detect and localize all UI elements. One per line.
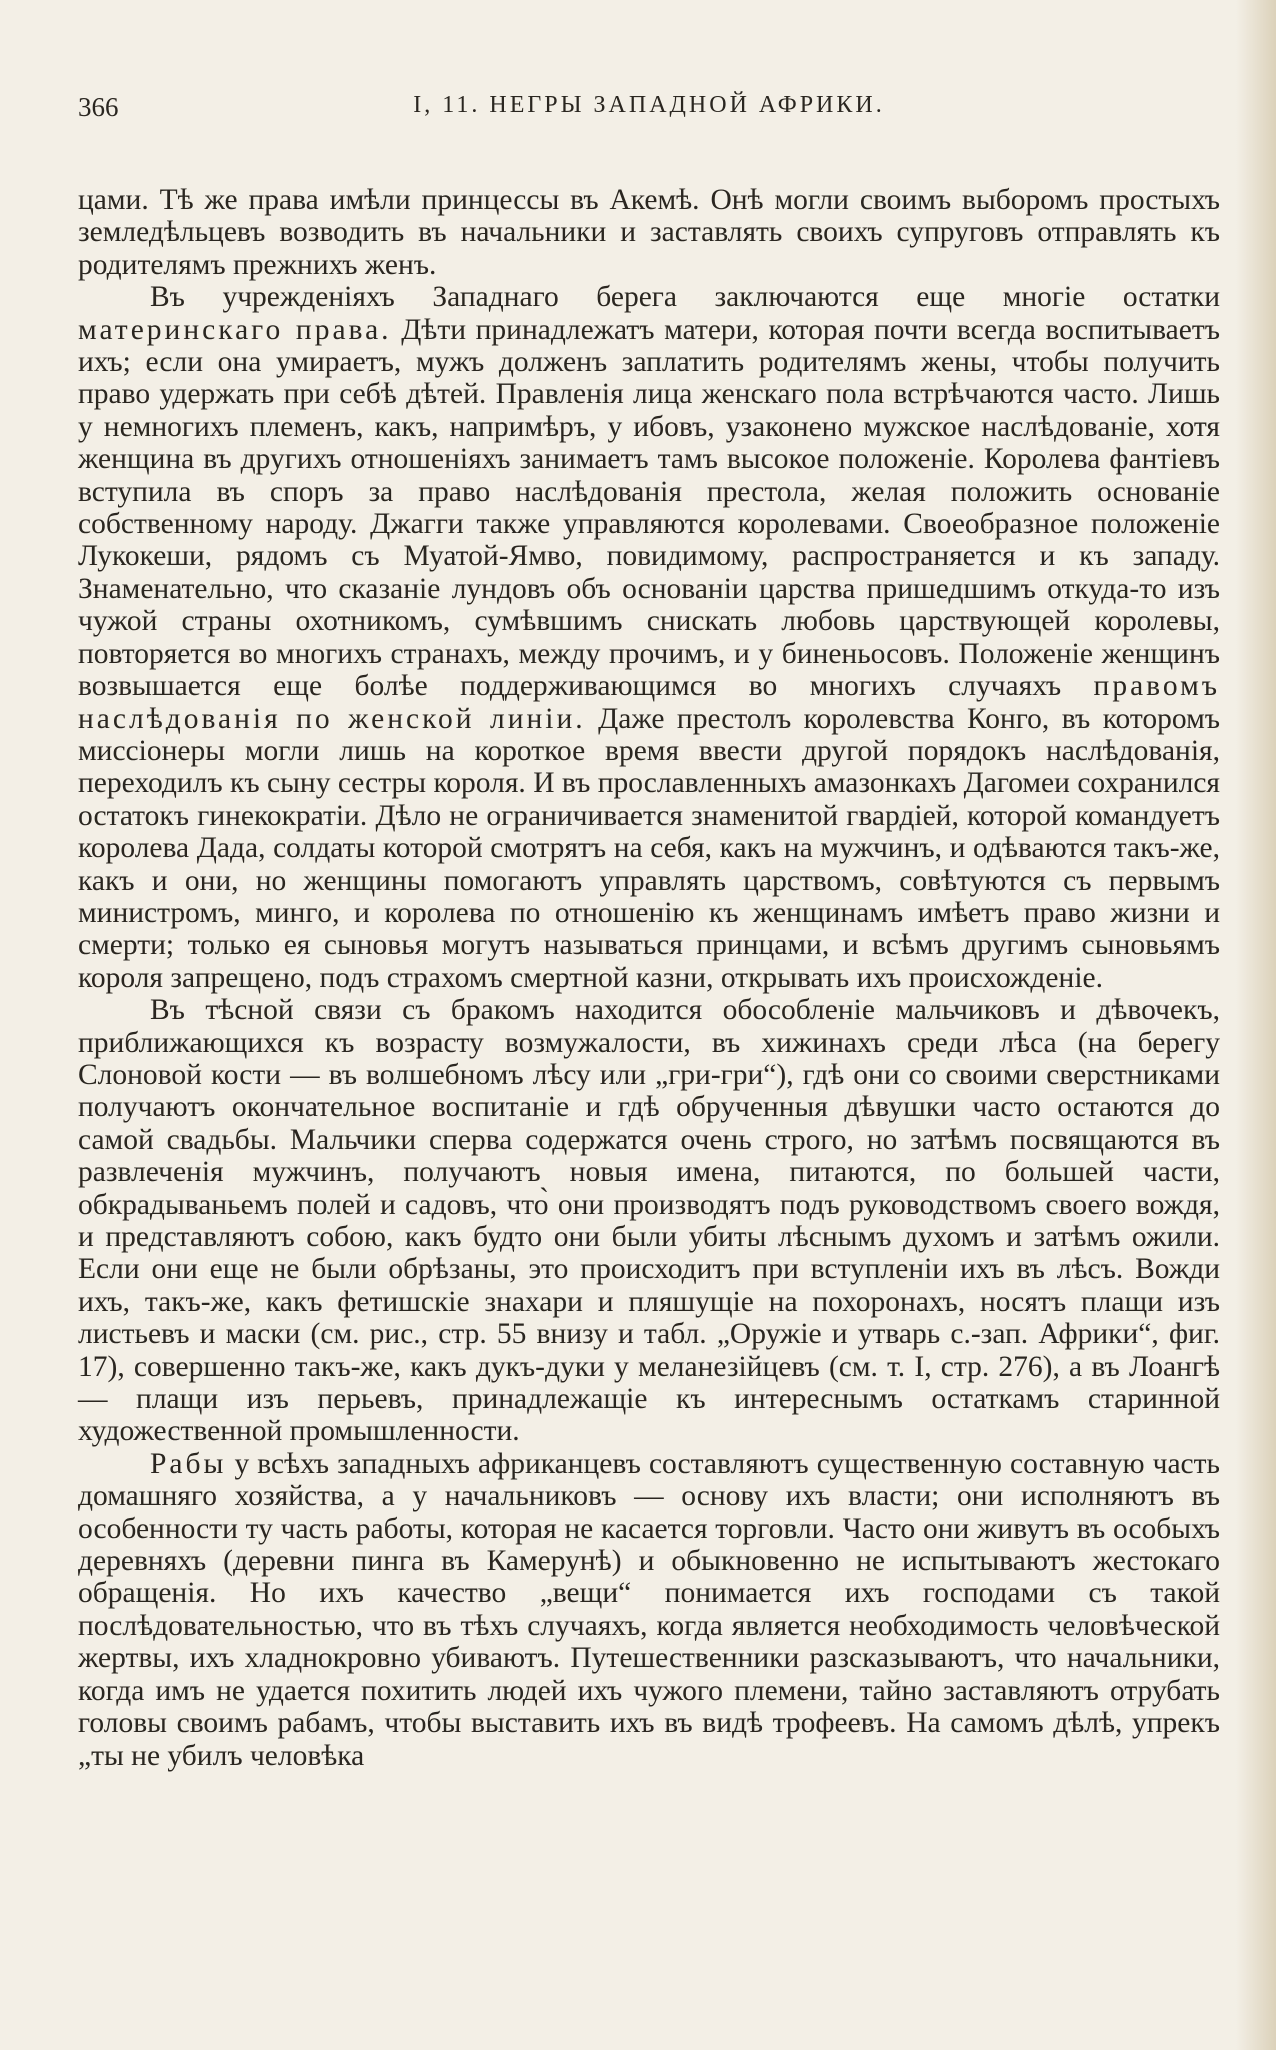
paragraph-text: цами. Тѣ же права имѣли принцессы въ Акемѣ. Онѣ могли своимъ выборомъ простыхъ земледѣльцевъ возводить въ начальники и заставлять своихъ супруговъ отправлять къ родителямъ прежнихъ женъ. — [78, 184, 1220, 281]
paragraph-4 — [78, 1448, 1220, 1772]
running-head — [78, 84, 1220, 136]
page-number: 366 — [78, 92, 119, 122]
paragraph-text: у всѣхъ западныхъ африканцевъ составляютъ существенную составную часть домашняго хозяйства, а у начальниковъ — основу ихъ власти; они исполняютъ въ особенности ту часть работы, которая не касается торговли. Часто они живутъ въ особыхъ деревняхъ (деревни пинга въ Камерунѣ) и обыкновенно не испытываютъ жестокаго обращенія. Но ихъ качество „вещи“ понимается ихъ господами съ такой послѣдовательностью, что въ тѣхъ случаяхъ, когда является необходимость человѣческой жертвы, ихъ хладнокровно убиваютъ. Путешественники разсказываютъ, что начальники, когда имъ не удается похитить людей ихъ чужого племени, тайно заставляютъ отрубать головы своимъ рабамъ, чтобы выставить ихъ въ видѣ трофеевъ. На самомъ дѣлѣ, упрекъ „ты не убилъ человѣка — [78, 1447, 1220, 1772]
paragraph-text: Даже престолъ королевства Конго, въ которомъ миссіонеры могли лишь на короткое время ввести другой порядокъ наслѣдованія, переходилъ къ сыну сестры короля. И въ прославленныхъ амазонкахъ Дагомеи сохранился остатокъ гинекократіи. Дѣло не ограничивается знаменитой гвардіей, которой командуетъ королева Дада, солдаты которой смотрятъ на себя, какъ на мужчинъ, и одѣваются такъ-же, какъ и они, но женщины помогаютъ управлять царствомъ, совѣтуются съ первымъ министромъ, мингo, и королева по отношенію къ женщинамъ имѣетъ право жизни и смерти; только ея сыновья могутъ называться принцами, и всѣмъ другимъ сыновьямъ короля запрещено, подъ страхомъ смертной казни, открывать ихъ происхожденіе. — [78, 702, 1221, 994]
paragraph-text: Въ тѣсной связи съ бракомъ находится обособленіе мальчиковъ и дѣвочекъ, приближающихся къ возрасту возмужалости, въ хижинахъ среди лѣса (на берегу Слоновой кости — въ волшебномъ лѣсу или „гри-гри“), гдѣ они со своими сверстниками получаютъ окончательное воспитаніе и гдѣ обрученныя дѣвушки часто остаются до самой свадьбы. Мальчики сперва содержатся очень строго, но затѣмъ посвящаются въ развлеченія мужчинъ, получаютъ новыя имена, питаются, по большей части, обкрадываньемъ полей и садовъ, что̀ они производятъ подъ руководствомъ своего вождя, и представляютъ собою, какъ будто они были убиты лѣснымъ духомъ и затѣмъ ожили. Если они еще не были обрѣзаны, это происходитъ при вступленіи ихъ въ лѣсъ. Вожди ихъ, такъ-же, какъ фетишскіе знахари и пляшущіе на похоронахъ, носятъ плащи изъ листьевъ и маски (см. рис., стр. 55 внизу и табл. „Оружіе и утварь с.-зап. Африки“, фиг. 17), совершенно такъ-же, какъ дукъ-дуки у меланезійцевъ (см. т. I, стр. 276), а въ Лоангѣ — плащи изъ перьевъ, принадлежащіе къ интереснымъ остаткамъ старинной художественной промышленности. — [78, 994, 1220, 1448]
running-title: I, 11. НЕГРЫ ЗАПАДНОЙ АФРИКИ. — [413, 92, 885, 118]
binding-shadow — [1236, 0, 1276, 2050]
paragraph-2 — [78, 281, 1220, 994]
spaced-term: материнскаго права. — [78, 313, 392, 346]
spaced-term: Рабы — [150, 1447, 227, 1480]
spaced-term: правомъ наслѣдованія по женской линіи. — [78, 670, 1220, 735]
paragraph-3 — [78, 994, 1220, 1448]
book-page — [78, 84, 1220, 1772]
paragraph-text: Въ учрежденіяхъ Западнаго берега заключаются еще многіе остатки — [150, 281, 1220, 314]
body-text — [78, 184, 1220, 1772]
paragraph-text: Дѣти принадлежатъ матери, которая почти всегда воспитываетъ ихъ; если она умираетъ, мужъ долженъ заплатить родителямъ жены, чтобы получить право удержать при себѣ дѣтей. Правленія лица женскаго пола встрѣчаются часто. Лишь у немногихъ племенъ, какъ, напримѣръ, у ибовъ, узаконено мужское наслѣдованіе, хотя женщина въ другихъ отношеніяхъ занимаетъ тамъ высокое положеніе. Королева фантіевъ вступила въ споръ за право наслѣдованія престола, желая положить основаніе собственному народу. Джагги также управляются королевами. Своеобразное положеніе Лукокеши, рядомъ съ Муатой-Ямво, повидимому, распространяется и къ западу. Знаменательно, что сказаніе лундовъ объ основаніи царства пришедшимъ откуда-то изъ чужой страны охотникомъ, сумѣвшимъ снискать любовь царствующей королевы, повторяется во многихъ странахъ, между прочимъ, и у биненьосовъ. Положеніе женщинъ возвышается еще болѣе поддерживающимся во многихъ случаяхъ — [78, 313, 1220, 703]
paragraph-1 — [78, 184, 1220, 281]
